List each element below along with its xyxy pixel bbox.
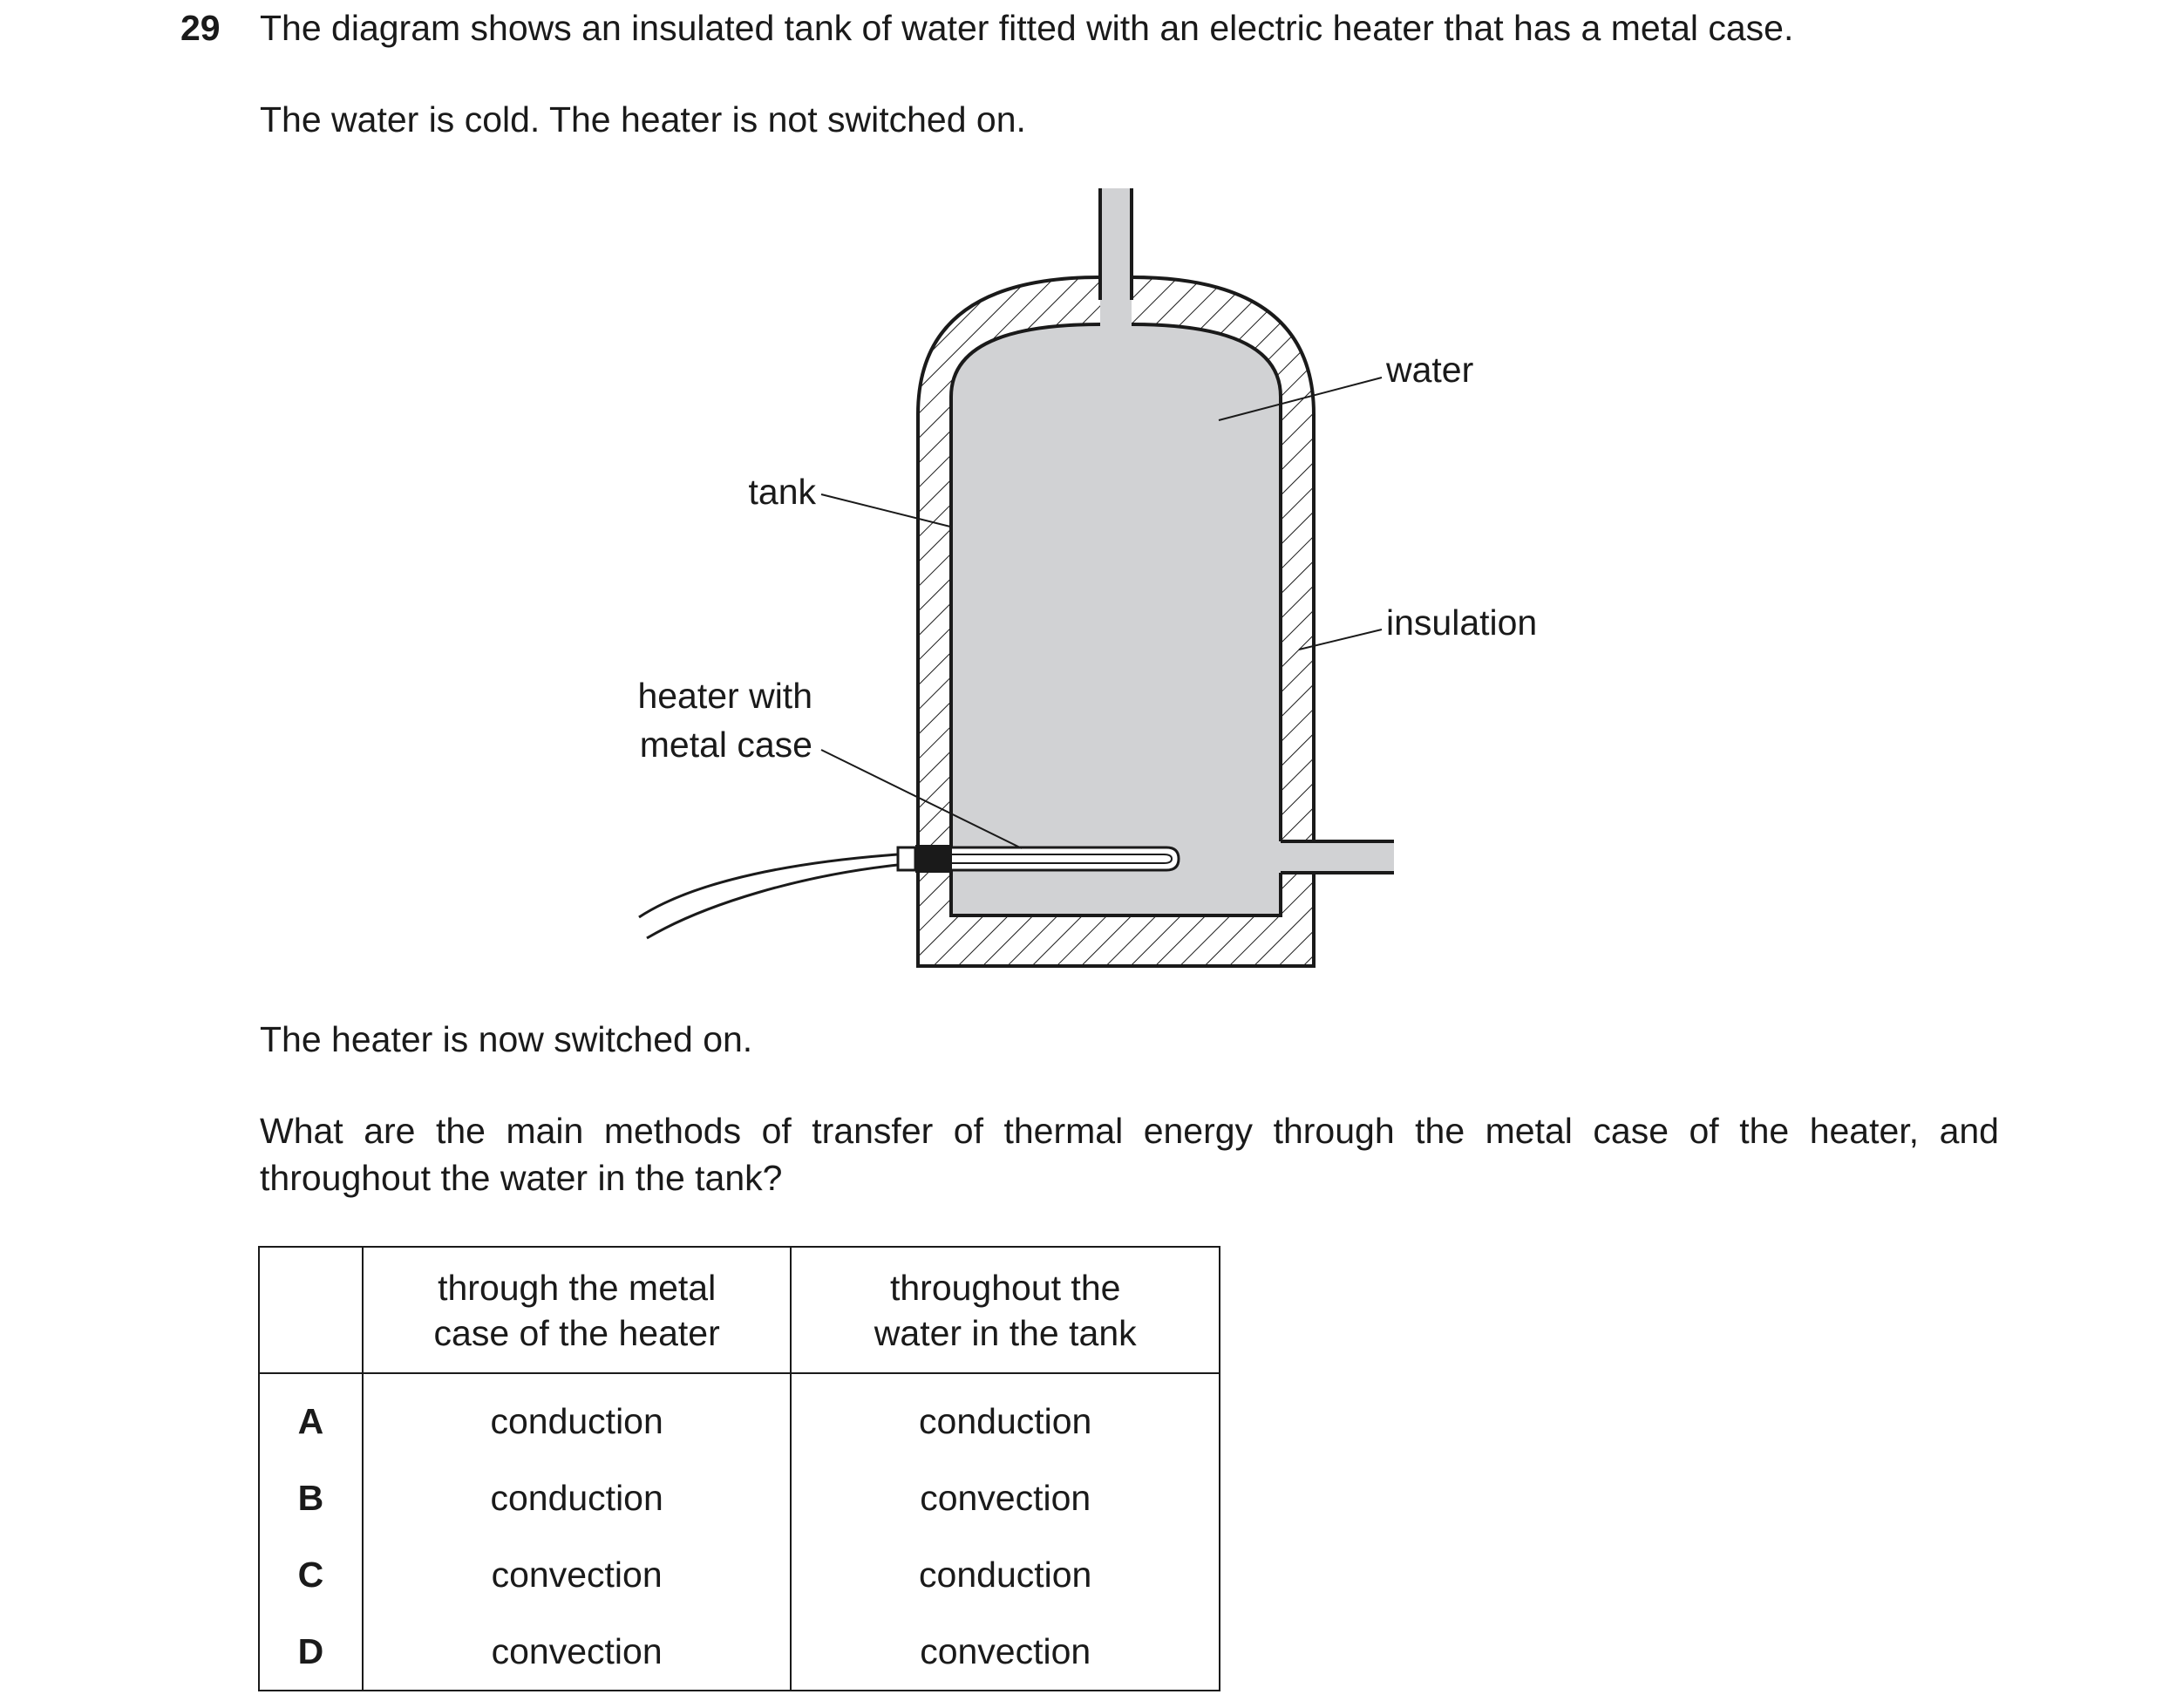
table-row: [259, 1536, 1220, 1613]
table-row: [259, 1613, 1220, 1691]
question-prompt: What are the main methods of transfer of thermal energy through the metal case of the heater, and throughout the water in the tank?: [260, 1111, 1999, 1198]
heater-element: [898, 845, 1179, 873]
option-letter: B: [259, 1460, 363, 1536]
option-water-method: conduction: [791, 1536, 1220, 1613]
vent-pipe: [1100, 188, 1132, 328]
heater-label-line2: metal case: [639, 725, 812, 765]
insulation-layer: [918, 277, 1314, 966]
insulation-leader: [1299, 629, 1382, 650]
answer-table: [258, 1246, 1220, 1691]
option-metal-case-method: convection: [363, 1613, 792, 1691]
water-fill: [951, 324, 1281, 915]
option-metal-case-method: conduction: [363, 1373, 792, 1460]
header-metal-case: [363, 1247, 792, 1373]
header-blank-cell: [259, 1247, 363, 1373]
question-state: The water is cold. The heater is not switched on.: [260, 99, 1026, 139]
outlet-pipe: [1277, 841, 1394, 873]
header-water-tank-line2: water in the tank: [874, 1312, 1137, 1353]
water-label: water: [1386, 350, 1474, 390]
table-row: [259, 1460, 1220, 1536]
header-metal-case-line2: case of the heater: [433, 1312, 720, 1353]
tank-label: tank: [748, 472, 816, 512]
option-letter: A: [259, 1373, 363, 1460]
water-leader: [1219, 378, 1382, 420]
switched-on-text: The heater is now switched on.: [260, 1019, 753, 1059]
heater-label-line1: heater with: [637, 676, 812, 716]
question-intro: The diagram shows an insulated tank of water fitted with an electric heater that has a metal case.: [260, 8, 1794, 48]
insulation-label: insulation: [1386, 602, 1538, 643]
header-water-tank-line1: throughout the: [889, 1267, 1121, 1308]
option-letter: C: [259, 1536, 363, 1613]
heater-cable: [639, 854, 898, 917]
tank-leader: [821, 494, 950, 527]
option-metal-case-method: conduction: [363, 1460, 792, 1536]
option-water-method: conduction: [791, 1373, 1220, 1460]
table-row: [259, 1373, 1220, 1460]
header-water-tank: [791, 1247, 1220, 1373]
heater-leader: [821, 750, 1022, 848]
option-metal-case-method: convection: [363, 1536, 792, 1613]
option-letter: D: [259, 1613, 363, 1691]
header-metal-case-line1: through the metal: [438, 1267, 717, 1308]
option-water-method: convection: [791, 1613, 1220, 1691]
question-number: 29: [180, 8, 221, 48]
option-water-method: convection: [791, 1460, 1220, 1536]
table-header-row: [259, 1247, 1220, 1373]
